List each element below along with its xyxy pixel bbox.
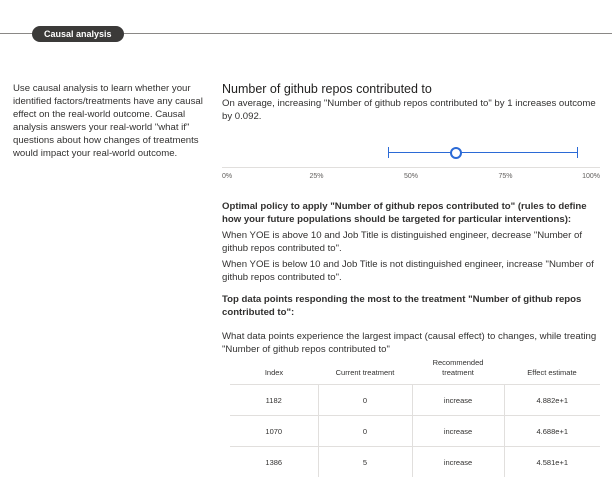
feature-description: On average, increasing "Number of github repos contributed to" by 1 increases outcome by 0.092. — [222, 98, 596, 122]
cell-index: 1386 — [230, 447, 318, 478]
effect-axis-ticks — [222, 173, 600, 183]
policy-title: Optimal policy to apply "Number of github repos contributed to" (rules to define how your future populations should be targeted for particular interventions): — [222, 201, 587, 225]
column-header-index[interactable]: Index — [264, 368, 284, 377]
top-points-title: Top data points responding the most to the treatment "Number of github repos contributed to": — [222, 294, 582, 318]
cell-recommended-treatment: increase — [412, 416, 504, 447]
cell-effect-estimate: 4.581e+1 — [504, 447, 600, 478]
axis-tick-label: 0% — [222, 173, 233, 180]
table-row — [230, 416, 600, 447]
cell-current-treatment: 0 — [318, 416, 412, 447]
confidence-interval-high — [577, 147, 578, 158]
axis-tick-label: 75% — [498, 173, 513, 180]
column-header-recommended-treatment[interactable]: Recommended treatment — [432, 358, 484, 377]
axis-tick-label: 50% — [403, 173, 419, 180]
table-header-row — [230, 356, 600, 385]
policy-rule: When YOE is below 10 and Job Title is not distinguished engineer, increase "Number of github repos contributed to". — [222, 259, 594, 283]
column-header-current-treatment[interactable]: Current treatment — [335, 368, 395, 377]
confidence-interval-line — [388, 152, 577, 153]
point-estimate-marker — [450, 147, 462, 159]
table-row — [230, 385, 600, 416]
cell-current-treatment: 5 — [318, 447, 412, 478]
effect-axis-line — [222, 167, 600, 168]
cell-index: 1182 — [230, 385, 318, 416]
confidence-interval-low — [388, 147, 389, 158]
cell-effect-estimate: 4.688e+1 — [504, 416, 600, 447]
table-row — [230, 447, 600, 478]
axis-tick-label: 100% — [582, 173, 600, 180]
cell-recommended-treatment: increase — [412, 385, 504, 416]
causal-main-panel — [222, 82, 600, 477]
intro-text: Use causal analysis to learn whether your identified factors/treatments have any causal effect on the real-world outcome. Causal analysis answers your real-world "what if" questions about how changes of treatments would impact your real-world outcome. — [13, 83, 203, 159]
cell-effect-estimate: 4.882e+1 — [504, 385, 600, 416]
axis-tick-label: 25% — [309, 173, 324, 180]
cell-index: 1070 — [230, 416, 318, 447]
effect-chart — [222, 131, 600, 193]
section-label: Causal analysis — [32, 26, 124, 42]
cell-current-treatment: 0 — [318, 385, 412, 416]
column-header-effect-estimate[interactable]: Effect estimate — [527, 368, 577, 377]
feature-title: Number of github repos contributed to — [222, 82, 432, 96]
policy-rule: When YOE is above 10 and Job Title is distinguished engineer, decrease "Number of github repos contributed to". — [222, 230, 583, 254]
top-points-description: What data points experience the largest impact (causal effect) to changes, while treating "Number of github repos contributed to" — [222, 331, 597, 355]
top-points-table — [230, 356, 600, 477]
cell-recommended-treatment: increase — [412, 447, 504, 478]
